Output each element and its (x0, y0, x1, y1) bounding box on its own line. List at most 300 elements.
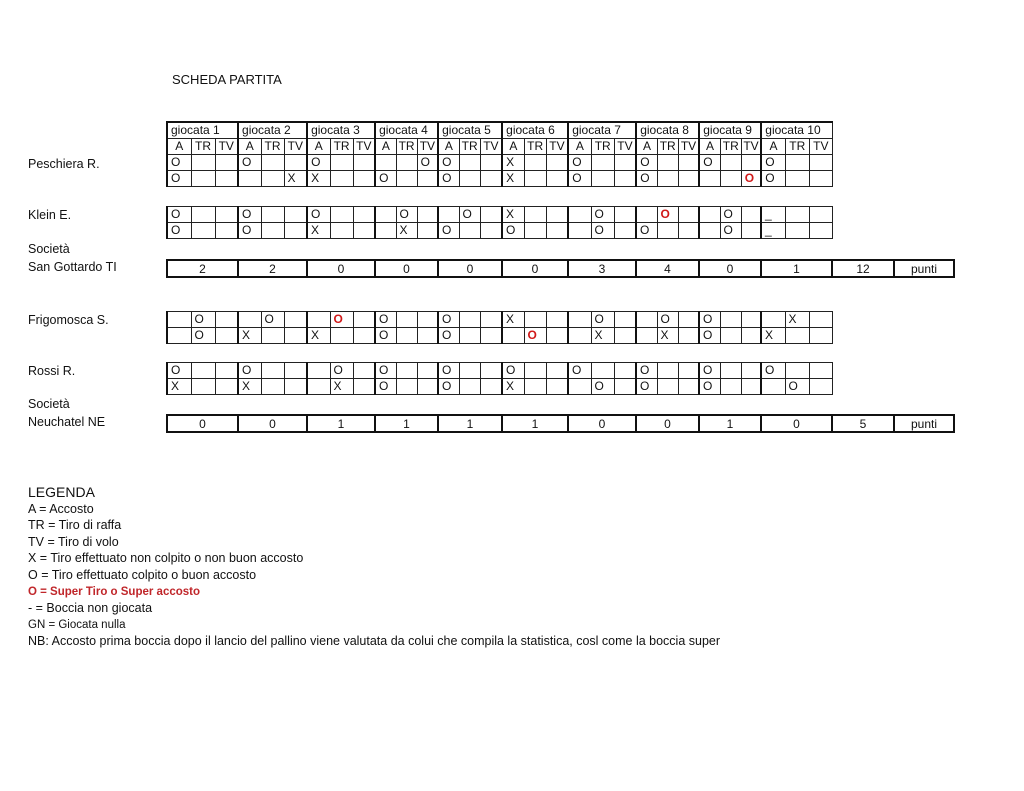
subheader-tv: TV (614, 139, 636, 155)
play-row (167, 223, 832, 239)
shot-cell (699, 363, 720, 379)
subheader-a: A (502, 139, 524, 155)
subheader-tr: TR (785, 139, 809, 155)
shot-cell (720, 223, 741, 239)
shot-cell (459, 223, 480, 239)
subheader-tr: TR (591, 139, 614, 155)
shot-cell (657, 171, 678, 187)
subheader-tr: TR (330, 139, 353, 155)
team-score-row (166, 259, 955, 278)
shot-cell (396, 363, 417, 379)
subheader-a: A (375, 139, 396, 155)
miss-mark: X (506, 379, 515, 393)
hit-mark: O (442, 363, 452, 377)
hit-mark: O (723, 207, 733, 221)
shot-cell (741, 379, 761, 395)
shot-cell (375, 363, 396, 379)
shot-cell (167, 328, 191, 344)
shot-cell (678, 223, 699, 239)
shot-cell (502, 223, 524, 239)
shot-cell (699, 223, 720, 239)
shot-cell (678, 171, 699, 187)
shot-cell (459, 155, 480, 171)
shot-cell (417, 223, 438, 239)
shot-cell (261, 207, 284, 223)
hit-mark: O (703, 328, 713, 342)
hit-mark: O (442, 155, 452, 169)
shot-cell (238, 155, 261, 171)
shot-cell (480, 171, 502, 187)
shot-cell (720, 171, 741, 187)
hit-mark: O (379, 379, 389, 393)
subheader-tr: TR (396, 139, 417, 155)
subheader-a: A (167, 139, 191, 155)
giocata-score: 0 (167, 415, 238, 432)
giocata-score: 0 (502, 260, 568, 277)
shot-cell (741, 312, 761, 328)
shot-cell (785, 171, 809, 187)
hit-mark: O (506, 363, 516, 377)
shot-cell (568, 328, 591, 344)
shot-cell (678, 363, 699, 379)
miss-mark: X (594, 328, 603, 342)
shot-cell (568, 379, 591, 395)
shot-cell (741, 328, 761, 344)
shot-cell (353, 312, 375, 328)
giocata-score: 2 (238, 260, 307, 277)
shot-cell (284, 328, 307, 344)
shot-cell (261, 223, 284, 239)
page-title: SCHEDA PARTITA (172, 72, 282, 87)
hit-mark: O (640, 155, 650, 169)
shot-cell (459, 171, 480, 187)
shot-cell (741, 223, 761, 239)
shot-cell (614, 379, 636, 395)
hit-mark: O (640, 223, 650, 237)
player-grid (166, 311, 833, 344)
shot-cell (524, 312, 546, 328)
hit-mark: O (171, 155, 181, 169)
shot-cell (330, 207, 353, 223)
hit-mark: O (594, 312, 604, 326)
subheader-tr: TR (524, 139, 546, 155)
shot-cell (699, 207, 720, 223)
shot-cell (480, 312, 502, 328)
shot-cell (191, 328, 215, 344)
shot-cell (167, 223, 191, 239)
shot-cell (720, 155, 741, 171)
hit-mark: O (264, 312, 274, 326)
shot-cell (215, 363, 238, 379)
shot-cell (284, 171, 307, 187)
legend-null-play: GN = Giocata nulla (28, 618, 126, 631)
shot-cell (307, 379, 330, 395)
play-row (167, 328, 832, 344)
shot-cell (307, 171, 330, 187)
shot-cell (524, 363, 546, 379)
shot-cell (284, 223, 307, 239)
shot-cell (591, 379, 614, 395)
hit-mark: O (171, 363, 181, 377)
giocata-score: 1 (699, 415, 761, 432)
shot-cell (261, 171, 284, 187)
shot-cell (480, 207, 502, 223)
shot-cell (809, 379, 832, 395)
hit-mark: O (442, 312, 452, 326)
subheader-a: A (568, 139, 591, 155)
hit-mark: O (462, 207, 472, 221)
subheader-tv: TV (809, 139, 832, 155)
team-score-row (166, 414, 955, 433)
shot-cell (761, 155, 785, 171)
miss-mark: X (311, 328, 320, 342)
giocata-score: 0 (375, 260, 438, 277)
giocata-score: 1 (761, 260, 832, 277)
subheader-tr: TR (191, 139, 215, 155)
shot-cell (761, 328, 785, 344)
play-row (167, 171, 832, 187)
giocata-header: giocata 9 (699, 122, 761, 139)
shot-cell (678, 207, 699, 223)
score-unit: punti (894, 415, 954, 432)
shot-cell (591, 363, 614, 379)
shot-cell (215, 207, 238, 223)
shot-cell (438, 328, 459, 344)
subheader-a: A (238, 139, 261, 155)
shot-cell (167, 207, 191, 223)
shot-cell (480, 363, 502, 379)
hit-mark: O (640, 171, 650, 185)
shot-cell (191, 223, 215, 239)
shot-cell (238, 223, 261, 239)
shot-cell (438, 207, 459, 223)
legend-item: O = Tiro effettuato colpito o buon accosto (28, 567, 257, 582)
shot-cell (809, 312, 832, 328)
shot-cell (330, 171, 353, 187)
shot-cell (614, 328, 636, 344)
hit-mark: O (242, 363, 252, 377)
not-played-mark: _ (765, 207, 772, 221)
shot-cell (502, 155, 524, 171)
hit-mark: O (171, 223, 181, 237)
miss-mark: X (311, 171, 320, 185)
shot-cell (524, 171, 546, 187)
hit-mark: O (379, 171, 389, 185)
giocata-header: giocata 5 (438, 122, 502, 139)
giocata-score: 1 (438, 415, 502, 432)
shot-cell (191, 379, 215, 395)
giocata-score: 3 (568, 260, 636, 277)
hit-mark: O (333, 363, 343, 377)
shot-cell (238, 363, 261, 379)
shot-cell (480, 328, 502, 344)
shot-cell (502, 312, 524, 328)
shot-cell (167, 312, 191, 328)
shot-cell (417, 312, 438, 328)
shot-cell (502, 379, 524, 395)
miss-mark: X (333, 379, 342, 393)
shot-cell (614, 207, 636, 223)
hit-mark: O (640, 363, 650, 377)
shot-cell (375, 171, 396, 187)
shot-cell (502, 328, 524, 344)
shot-cell (417, 155, 438, 171)
shot-cell (167, 171, 191, 187)
shot-cell (375, 379, 396, 395)
legend-super: O = Super Tiro o Super accosto (28, 585, 201, 598)
shot-cell (524, 207, 546, 223)
shot-cell (699, 312, 720, 328)
shot-cell (741, 171, 761, 187)
shot-cell (785, 379, 809, 395)
shot-cell (678, 155, 699, 171)
shot-cell (591, 207, 614, 223)
shot-cell (761, 312, 785, 328)
legend (28, 484, 720, 650)
shot-cell (330, 379, 353, 395)
hit-mark: O (765, 171, 775, 185)
giocata-score: 0 (438, 260, 502, 277)
hit-mark: O (242, 207, 252, 221)
play-row (167, 155, 832, 171)
shot-cell (167, 363, 191, 379)
shot-cell (261, 363, 284, 379)
shot-cell (375, 328, 396, 344)
shot-cell (438, 312, 459, 328)
hit-mark: O (703, 379, 713, 393)
shot-cell (741, 363, 761, 379)
shot-cell (396, 312, 417, 328)
shot-cell (307, 328, 330, 344)
society-label: Società (28, 242, 70, 256)
subheader-tr: TR (657, 139, 678, 155)
miss-mark: X (242, 379, 251, 393)
giocata-header: giocata 2 (238, 122, 307, 139)
shot-cell (546, 207, 568, 223)
miss-mark: X (506, 312, 515, 326)
miss-mark: X (311, 223, 320, 237)
shot-cell (502, 363, 524, 379)
shot-cell (809, 171, 832, 187)
shot-cell (546, 379, 568, 395)
shot-cell (438, 363, 459, 379)
shot-cell (307, 312, 330, 328)
hit-mark: O (379, 312, 389, 326)
legend-note: NB: Accosto prima boccia dopo il lancio del pallino viene valutata da colui che compila la statistica, cosl come la boccia super (28, 634, 721, 649)
subheader-a: A (699, 139, 720, 155)
subheader-tr: TR (459, 139, 480, 155)
hit-mark: O (311, 155, 321, 169)
subheader-a: A (307, 139, 330, 155)
shot-cell (502, 171, 524, 187)
giocata-header: giocata 10 (761, 122, 832, 139)
shot-cell (568, 171, 591, 187)
shot-cell (761, 223, 785, 239)
shot-cell (284, 312, 307, 328)
shot-cell (261, 155, 284, 171)
legend-item: TV = Tiro di volo (28, 534, 119, 549)
subheader-tv: TV (284, 139, 307, 155)
shot-cell (215, 223, 238, 239)
shot-cell (720, 379, 741, 395)
giocata-score: 0 (307, 260, 375, 277)
shot-cell (353, 207, 375, 223)
shot-cell (215, 328, 238, 344)
shot-cell (191, 363, 215, 379)
subheader-tv: TV (417, 139, 438, 155)
hit-mark: O (242, 223, 252, 237)
shot-cell (238, 328, 261, 344)
shot-cell (284, 379, 307, 395)
shot-cell (353, 328, 375, 344)
player-grid (166, 362, 833, 395)
shot-cell (657, 363, 678, 379)
shot-cell (591, 155, 614, 171)
shot-cell (678, 328, 699, 344)
subheader-tv: TV (546, 139, 568, 155)
hit-mark: O (194, 312, 204, 326)
giocata-score: 0 (568, 415, 636, 432)
shot-cell (524, 379, 546, 395)
subheader-a: A (438, 139, 459, 155)
shot-cell (375, 155, 396, 171)
player-name: Rossi R. (28, 364, 76, 378)
shot-cell (636, 155, 657, 171)
shot-cell (459, 328, 480, 344)
total-score: 12 (832, 260, 894, 277)
shot-cell (353, 171, 375, 187)
giocata-score: 1 (307, 415, 375, 432)
shot-cell (438, 379, 459, 395)
shot-cell (396, 328, 417, 344)
shot-cell (657, 312, 678, 328)
shot-cell (191, 171, 215, 187)
society-label: Società (28, 397, 70, 411)
shot-cell (353, 379, 375, 395)
shot-cell (785, 328, 809, 344)
player-name: Frigomosca S. (28, 313, 109, 327)
shot-cell (657, 223, 678, 239)
giocata-header: giocata 7 (568, 122, 636, 139)
shot-cell (261, 379, 284, 395)
hit-mark: O (399, 207, 409, 221)
shot-cell (546, 223, 568, 239)
shot-cell (215, 379, 238, 395)
shot-cell (353, 155, 375, 171)
shot-cell (699, 328, 720, 344)
hit-mark: O (660, 312, 670, 326)
hit-mark: O (442, 223, 452, 237)
shot-cell (261, 312, 284, 328)
hit-mark: O (788, 379, 798, 393)
shot-cell (809, 207, 832, 223)
giocata-header: giocata 8 (636, 122, 699, 139)
hit-mark: O (506, 223, 516, 237)
subheader-tv: TV (353, 139, 375, 155)
shot-cell (524, 155, 546, 171)
play-row (167, 207, 832, 223)
shot-cell (330, 223, 353, 239)
shot-cell (657, 328, 678, 344)
super-mark: O (660, 207, 670, 221)
player-grid (166, 206, 833, 239)
shot-cell (375, 207, 396, 223)
shot-cell (657, 155, 678, 171)
super-mark: O (333, 312, 343, 326)
shot-cell (191, 155, 215, 171)
shot-cell (720, 328, 741, 344)
shot-cell (307, 223, 330, 239)
shot-cell (785, 223, 809, 239)
player-grid-with-header (166, 121, 833, 187)
giocata-header: giocata 6 (502, 122, 568, 139)
shot-cell (699, 155, 720, 171)
hit-mark: O (640, 379, 650, 393)
shot-cell (568, 155, 591, 171)
subheader-row (167, 139, 832, 155)
hit-mark: O (171, 171, 181, 185)
hit-mark: O (442, 171, 452, 185)
giocata-score: 0 (699, 260, 761, 277)
hit-mark: O (594, 207, 604, 221)
hit-mark: O (242, 155, 252, 169)
shot-cell (330, 312, 353, 328)
giocata-header: giocata 3 (307, 122, 375, 139)
play-row (167, 379, 832, 395)
shot-cell (459, 379, 480, 395)
shot-cell (657, 379, 678, 395)
shot-cell (417, 171, 438, 187)
shot-cell (657, 207, 678, 223)
shot-cell (699, 379, 720, 395)
shot-cell (307, 207, 330, 223)
shot-cell (614, 155, 636, 171)
shot-cell (546, 328, 568, 344)
shot-cell (396, 379, 417, 395)
society-name: San Gottardo TI (28, 260, 117, 274)
hit-mark: O (572, 155, 582, 169)
shot-cell (809, 155, 832, 171)
miss-mark: X (506, 171, 515, 185)
shot-cell (396, 223, 417, 239)
shot-cell (459, 207, 480, 223)
shot-cell (568, 207, 591, 223)
hit-mark: O (723, 223, 733, 237)
shot-cell (809, 363, 832, 379)
subheader-tr: TR (261, 139, 284, 155)
shot-cell (591, 328, 614, 344)
hit-mark: O (572, 171, 582, 185)
shot-cell (459, 312, 480, 328)
shot-cell (375, 223, 396, 239)
shot-cell (284, 155, 307, 171)
shot-cell (215, 312, 238, 328)
giocata-score: 1 (375, 415, 438, 432)
shot-cell (330, 328, 353, 344)
hit-mark: O (442, 379, 452, 393)
legend-item: A = Accosto (28, 501, 94, 516)
shot-cell (353, 363, 375, 379)
shot-cell (678, 379, 699, 395)
play-row (167, 363, 832, 379)
society-name: Neuchatel NE (28, 415, 106, 429)
hit-mark: O (420, 155, 430, 169)
giocata-header: giocata 1 (167, 122, 238, 139)
shot-cell (167, 155, 191, 171)
giocata-score: 1 (502, 415, 568, 432)
shot-cell (215, 171, 238, 187)
shot-cell (614, 171, 636, 187)
